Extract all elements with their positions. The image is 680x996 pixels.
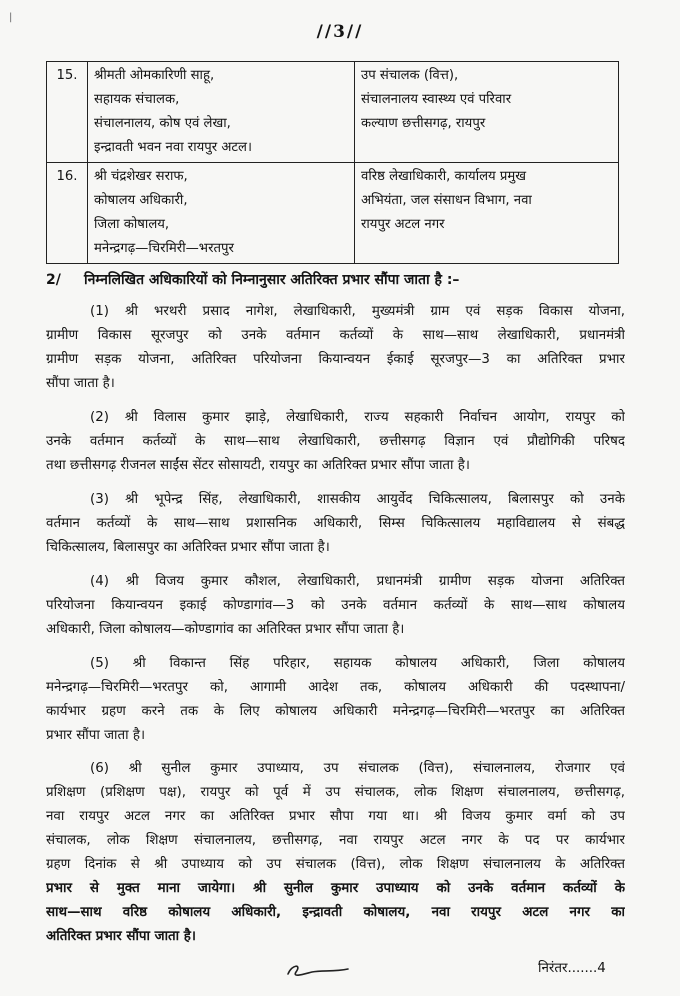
paragraph-line: वर्तमान कर्तव्यों के साथ—साथ प्रशासनिक अधिकारी, सिम्स चिकित्सालय महाविद्यालय से संबद्ध <box>46 516 625 531</box>
assignment-table <box>46 61 619 264</box>
cell-line: उप संचालक (वित्त), <box>361 68 459 83</box>
paragraph-line: कार्यभार ग्रहण करने तक के लिए कोषालय अधिकारी मनेन्द्रगढ़—चिरमिरी—भरतपुर का अतिरिक्त <box>46 704 625 719</box>
cell-line: मनेन्द्रगढ़—चिरमिरी—भरतपुर <box>94 241 234 256</box>
paragraph-line-bold: साथ—साथ वरिष्ठ कोषालय अधिकारी, इन्द्रावती कोषालय, नवा रायपुर अटल नगर का <box>46 905 625 920</box>
paragraph-line-bold: प्रभार से मुक्त माना जायेगा। श्री सुनील कुमार उपाध्याय को उनके वर्तमान कर्तव्यों के <box>46 881 625 896</box>
paragraph-line: (2) श्री विलास कुमार झाड़े, लेखाधिकारी, राज्य सहकारी निर्वाचन आयोग, रायपुर को <box>90 410 625 425</box>
new-post-cell <box>355 62 619 163</box>
paragraph-line: मनेन्द्रगढ़—चिरमिरी—भरतपुर को, आगामी आदेश तक, कोषालय अधिकारी की पदस्थापना/ <box>46 680 625 695</box>
cell-line: सहायक संचालक, <box>94 92 180 107</box>
row-number: 16. <box>47 163 88 264</box>
paragraph-line-bold: अतिरिक्त प्रभार सौंपा जाता है। <box>46 929 196 944</box>
cell-line: संचालनालय, कोष एवं लेखा, <box>94 116 231 131</box>
officer-cell <box>88 163 355 264</box>
paragraph-line: नवा रायपुर अटल नगर का अतिरिक्त प्रभार सौपा गया था। श्री विजय कुमार वर्मा को उप <box>46 809 625 824</box>
cell-line: रायपुर अटल नगर <box>361 217 445 232</box>
paragraph-5 <box>46 652 625 748</box>
cell-line: कोषालय अधिकारी, <box>94 193 188 208</box>
paragraph-2 <box>46 406 625 478</box>
paragraph-3 <box>46 488 625 560</box>
cell-line: श्रीमती ओमकारिणी साहू, <box>94 68 215 83</box>
section-heading <box>46 270 636 289</box>
paragraph-1 <box>46 300 625 396</box>
paragraph-line: प्रभार सौंपा जाता है। <box>46 728 146 743</box>
cell-line: कल्याण छत्तीसगढ़, रायपुर <box>361 116 486 131</box>
paragraph-line: (6) श्री सुनील कुमार उपाध्याय, उप संचालक (वित्त), संचालनालय, रोजगार एवं <box>90 761 625 776</box>
new-post-cell <box>355 163 619 264</box>
paragraph-line: उनके वर्तमान कर्तव्यों के साथ—साथ लेखाधिकारी, छत्तीसगढ़ विज्ञान एवं प्रौद्योगिकी परिषद <box>46 434 625 449</box>
paragraph-line: ग्रामीण सड़क योजना, अतिरिक्त परियोजना कियान्वयन ईकाई सूरजपुर—3 का अतिरिक्त प्रभार <box>46 352 625 367</box>
paragraph-line: परियोजना कियान्वयन इकाई कोण्डागांव—3 को उनके वर्तमान कर्तव्यों के साथ—साथ कोषालय <box>46 598 625 613</box>
continued-note: निरंतर.......4 <box>538 961 606 976</box>
paragraph-line: ग्रामीण विकास सूरजपुर को उनके वर्तमान कर्तव्यों के साथ—साथ लेखाधिकारी, प्रधानमंत्री <box>46 328 625 343</box>
section-number: 2/ <box>46 272 61 288</box>
table-row <box>47 62 619 163</box>
cell-line: श्री चंद्रशेखर सराफ, <box>94 169 188 184</box>
paragraph-line: प्रशिक्षण (प्रशिक्षण पक्ष), रायपुर को पूर्व में उप संचालक, लोक शिक्षण संचालनालय, छत्तीसगढ़, <box>46 785 625 800</box>
row-number: 15. <box>47 62 88 163</box>
paragraph-line: (1) श्री भरथरी प्रसाद नागेश, लेखाधिकारी, मुख्यमंत्री ग्राम एवं सड़क विकास योजना, <box>90 304 625 319</box>
section-title: निम्नलिखित अधिकारियों को निम्नानुसार अतिरिक्त प्रभार सौंपा जाता है :– <box>84 272 460 288</box>
paragraph-line: अधिकारी, जिला कोषालय—कोण्डागांव का अतिरिक्त प्रभार सौंपा जाता है। <box>46 622 405 637</box>
paragraph-6 <box>46 757 625 949</box>
page-number: //3// <box>316 22 364 42</box>
officer-cell <box>88 62 355 163</box>
cell-line: वरिष्ठ लेखाधिकारी, कार्यालय प्रमुख <box>361 169 527 184</box>
paragraph-line: तथा छत्तीसगढ़ रीजनल साईंस सेंटर सोसायटी, रायपुर का अतिरिक्त प्रभार सौंपा जाता है। <box>46 458 470 473</box>
paragraph-line: चिकित्सालय, बिलासपुर का अतिरिक्त प्रभार सौंपा जाता है। <box>46 540 330 555</box>
table-row <box>47 163 619 264</box>
cell-line: जिला कोषालय, <box>94 217 170 232</box>
cell-line: अभियंता, जल संसाधन विभाग, नवा <box>361 193 532 208</box>
signature-mark <box>282 960 352 984</box>
paragraph-line: सौंपा जाता है। <box>46 376 115 391</box>
cell-line: इन्द्रावती भवन नवा रायपुर अटल। <box>94 140 252 155</box>
paragraph-4 <box>46 570 625 642</box>
paragraph-line: (5) श्री विकान्त सिंह परिहार, सहायक कोषालय अधिकारी, जिला कोषालय <box>90 656 625 671</box>
paragraph-line: ग्रहण दिनांक से श्री उपाध्याय को उप संचालक (वित्त), लोक शिक्षण संचालनालय के अतिरिक्त <box>46 857 625 872</box>
paragraph-line: (3) श्री भूपेन्द्र सिंह, लेखाधिकारी, शासकीय आयुर्वेद चिकित्सालय, बिलासपुर को उनके <box>90 492 625 507</box>
corner-mark: | <box>9 12 13 23</box>
paragraph-line: (4) श्री विजय कुमार कौशल, लेखाधिकारी, प्रधानमंत्री ग्रामीण सड़क योजना अतिरिक्त <box>90 574 625 589</box>
cell-line: संचालनालय स्वास्थ्य एवं परिवार <box>361 92 512 107</box>
paragraph-line: संचालक, लोक शिक्षण संचालनालय, छत्तीसगढ़, नवा रायपुर अटल नगर के पद पर कार्यभार <box>46 833 625 848</box>
